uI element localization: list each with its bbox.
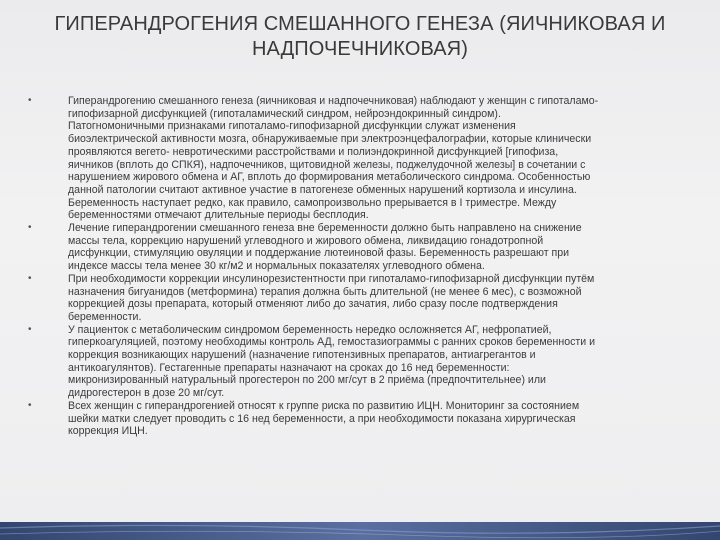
bullet-text-line: Патогномоничными признаками гипоталамо-гипофизарной дисфункции служат изменения: [68, 120, 516, 133]
bullet-text: [68, 324, 706, 400]
decorative-bottom-band: [0, 522, 720, 540]
bullet-item: [18, 324, 708, 400]
bullet-text-line: У пациенток с метаболическим синдромом беременность нередко осложняется АГ, нефропатией,: [68, 323, 552, 336]
bullet-list: [18, 95, 708, 515]
bullet-text-line: беременности.: [68, 310, 142, 323]
bullet-marker: •: [28, 222, 32, 234]
bullet-text-line: гипофизарной дисфункцией (гипоталамический синдром, нейроэндокринный синдром).: [68, 107, 501, 120]
bullet-item: [18, 95, 708, 222]
bullet-text-line: гиперкоагуляцией, поэтому необходимы контроль АД, гемостазиограммы с ранних сроков беременности и: [68, 336, 596, 349]
bullet-text-line: коррекцией дозы препарата, который отменяют либо до зачатия, либо сразу после подтверждения: [68, 298, 558, 311]
slide-title: [40, 12, 680, 62]
bullet-text-line: шейки матки следует проводить с 16 нед беременности, а при необходимости показана хирургическая: [68, 412, 576, 425]
bullet-text-line: Всех женщин с гиперандрогенией относят к группе риска по развитию ИЦН. Мониторинг за состоянием: [68, 399, 580, 412]
bullet-text-line: данной патологии считают активное участие в патогенезе обменных нарушений кортизола и инсулина.: [68, 183, 577, 196]
slide-title-line-2: НАДПОЧЕЧНИКОВАЯ): [251, 38, 468, 60]
bullet-text-line: микронизированный натуральный прогестерон по 200 мг/сут в 2 приёма (предпочтительнее) или: [68, 374, 546, 387]
bullet-text-line: При необходимости коррекции инсулинорезистентности при гипоталамо-гипофизарной дисфункции путём: [68, 272, 595, 285]
bullet-text-line: назначения бигуанидов (метформина) терапия должна быть длительной (не менее 6 мес), с возможной: [68, 285, 582, 298]
bullet-text-line: дисфункции, стимуляцию овуляции и поддержание лютеиновой фазы. Беременность разрешают при: [68, 247, 570, 260]
bullet-text-line: массы тела, коррекцию нарушений углеводного и жирового обмена, ликвидацию гонадотропной: [68, 234, 544, 247]
bullet-marker: •: [28, 95, 32, 106]
bullet-text-line: беременностями отмечают длительные периоды бесплодия.: [68, 209, 369, 222]
bullet-text-line: нарушением жирового обмена и АГ, вплоть до формирования метаболического синдрома. Особенностью: [68, 171, 591, 184]
bullet-text-line: индексе массы тела менее 30 кг/м2 и нормальных показателях углеводного обмена.: [68, 260, 485, 273]
bullet-text-line: коррекция возникающих нарушений (назначение гипотензивных препаратов, антиагрегантов и: [68, 349, 536, 362]
bullet-item: [18, 400, 708, 438]
bullet-text: [68, 273, 706, 324]
slide-title-line-1: ГИПЕРАНДРОГЕНИЯ СМЕШАННОГО ГЕНЕЗА (ЯИЧНИКОВАЯ И: [54, 13, 666, 35]
bullet-text: [68, 400, 706, 438]
bullet-text-line: биоэлектрической активности мозга, обнаруживаемые при электроэнцефалографии, которые клинически: [68, 133, 592, 146]
bullet-item: [18, 222, 708, 273]
bullet-text-line: дидрогестерон в дозе 20 мг/сут.: [68, 387, 225, 400]
bullet-marker: •: [28, 272, 32, 284]
bullet-marker: •: [28, 399, 32, 411]
bullet-text-line: яичников (вплоть до СПКЯ), надпочечников, щитовидной железы, поджелудочной железы] в сочетании с: [68, 158, 586, 171]
bullet-text-line: Лечение гиперандрогении смешанного генеза вне беременности должно быть направлено на снижение: [68, 222, 582, 235]
bullet-text: [68, 95, 706, 222]
bullet-text-line: проявляются вегето- невротическими расстройствами и полиэндокринной дисфункцией [гипофиза,: [68, 145, 559, 158]
bullet-text-line: Беременность наступает редко, как правило, самопроизвольно прерывается в I триместре. Между: [68, 196, 557, 209]
bullet-item: [18, 273, 708, 324]
bullet-text-line: антикоагулянтов). Гестагенные препараты назначают на сроках до 16 нед беременности:: [68, 361, 510, 374]
bullet-marker: •: [28, 323, 32, 335]
bullet-text: [68, 222, 706, 273]
bullet-text-line: коррекция ИЦН.: [68, 425, 148, 438]
bullet-text-line: Гиперандрогению смешанного генеза (яичниковая и надпочечниковая) наблюдают у женщин с гипоталамо-: [68, 95, 599, 107]
